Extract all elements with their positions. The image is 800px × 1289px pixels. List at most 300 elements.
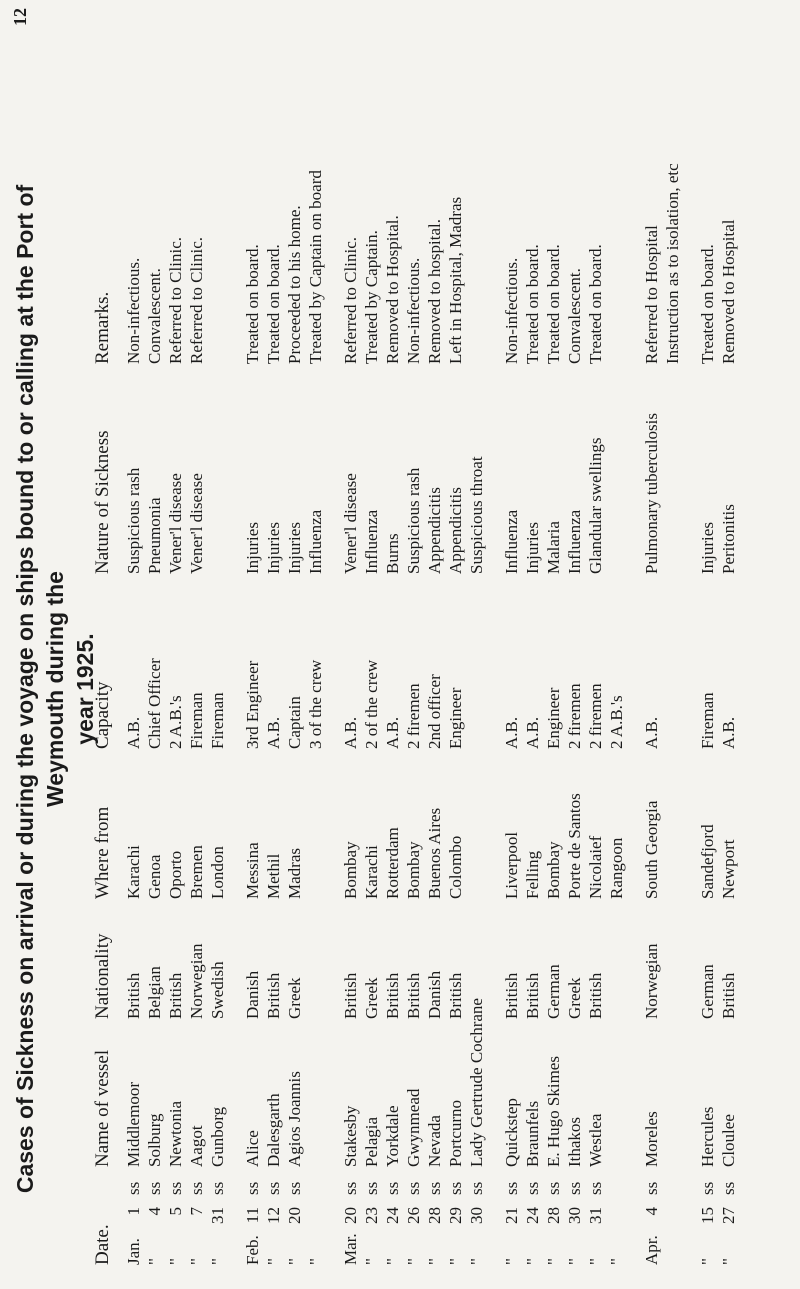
cell-date xyxy=(263,1199,284,1269)
cell-sickness: Appendicitis xyxy=(425,487,444,574)
cell-where-from xyxy=(305,753,326,903)
cell-vessel: Ithakos xyxy=(565,1116,584,1167)
cell-month: " xyxy=(285,1258,304,1265)
cell-where-from: Felling xyxy=(523,850,542,899)
cell-month: " xyxy=(404,1258,423,1265)
cell-remarks: Treated on board. xyxy=(264,244,283,364)
cell-vessel: Cloulee xyxy=(719,1114,738,1167)
cell-date xyxy=(466,1199,487,1269)
cell-vessel: Braunfels xyxy=(523,1100,542,1167)
cell-date xyxy=(564,1199,585,1269)
cell-remarks: Treated by Captain. xyxy=(362,230,381,364)
cell-month: " xyxy=(544,1258,563,1265)
cell-nationality: Belgian xyxy=(145,966,164,1019)
cell-date xyxy=(718,1199,739,1269)
cell-month: " xyxy=(446,1258,465,1265)
cell-sickness: Injuries xyxy=(285,522,304,574)
cell-ss: ss xyxy=(523,1181,542,1195)
table-row xyxy=(522,19,543,1269)
cell-day: 21 xyxy=(502,1207,521,1224)
cell-day: 7 xyxy=(187,1207,206,1216)
cell-remarks: Non-infectious. xyxy=(502,257,521,364)
cell-where-from: Bombay xyxy=(404,841,423,899)
cell-date xyxy=(522,1199,543,1269)
cell-capacity: A.B. xyxy=(719,716,738,749)
cell-sickness: Malaria xyxy=(544,521,563,574)
cell-vessel xyxy=(606,1023,627,1171)
cell-ss: ss xyxy=(383,1181,402,1195)
cell-where-from: London xyxy=(208,846,227,899)
cell-sickness: Burns xyxy=(383,533,402,574)
header-capacity: Capacity xyxy=(92,681,113,749)
table-row xyxy=(382,19,403,1269)
cell-day: 1 xyxy=(124,1207,143,1216)
cell-where-from: Rangoon xyxy=(607,837,626,899)
cell-month: " xyxy=(306,1258,325,1265)
cell-where-from: Oporto xyxy=(166,850,185,899)
cell-ss: ss xyxy=(362,1181,381,1195)
cell-capacity: Chief Officer xyxy=(145,658,164,749)
cell-ss: ss xyxy=(243,1181,262,1195)
cell-nationality: Norwegian xyxy=(642,943,661,1019)
cell-month: " xyxy=(166,1258,185,1265)
cell-sickness: Glandular swellings xyxy=(586,437,605,574)
cell-sickness: Peritonitis xyxy=(719,504,738,574)
cell-sickness: Influenza xyxy=(306,509,325,574)
cell-where-from: Genoa xyxy=(145,854,164,899)
cell-remarks: Referred to Hospital xyxy=(642,225,661,364)
cell-ss: ss xyxy=(544,1181,563,1195)
cell-date xyxy=(543,1199,564,1269)
cell-sickness: Suspicious rash xyxy=(404,467,423,574)
title-line-1: Cases of Sickness on arrival or during the voyage on ships bound to or calling at the Port of Weymouth during the xyxy=(12,184,68,1194)
cell-day: 5 xyxy=(166,1207,185,1216)
cell-day: 31 xyxy=(586,1207,605,1224)
cell-remarks: Treated on board. xyxy=(586,244,605,364)
spacer-cell xyxy=(487,19,501,1269)
cell-where-from: Bombay xyxy=(544,841,563,899)
cell-sickness: Vener'l disease xyxy=(166,473,185,574)
cell-remarks: Non-infectious. xyxy=(124,257,143,364)
spacer-cell xyxy=(627,19,641,1269)
cell-nationality: British xyxy=(124,972,143,1019)
cell-day: 26 xyxy=(404,1207,423,1224)
cell-ss: ss xyxy=(124,1181,143,1195)
cell-nationality: Greek xyxy=(285,977,304,1019)
cell-capacity xyxy=(662,578,683,753)
cell-date xyxy=(445,1199,466,1269)
cell-ss: ss xyxy=(586,1181,605,1195)
table-row xyxy=(543,19,564,1269)
table-row xyxy=(466,19,487,1269)
cell-vessel xyxy=(662,1023,683,1171)
cell-vessel xyxy=(305,1023,326,1171)
cell-vessel: Nevada xyxy=(425,1115,444,1167)
cell-date xyxy=(403,1199,424,1269)
cell-month: " xyxy=(607,1258,626,1265)
cell-date xyxy=(242,1199,263,1269)
cell-remarks xyxy=(606,19,627,368)
cell-capacity: Fireman xyxy=(698,692,717,749)
cell-where-from: Nicolaief xyxy=(586,835,605,899)
header-remarks: Remarks. xyxy=(92,291,113,364)
cell-day: 4 xyxy=(642,1207,661,1216)
cell-ss: ss xyxy=(341,1181,360,1195)
cell-date xyxy=(305,1199,326,1269)
cell-nationality: British xyxy=(383,972,402,1019)
cell-capacity: 2 firemen xyxy=(565,683,584,749)
cell-vessel: Solburg xyxy=(145,1113,164,1167)
cell-nationality: British xyxy=(264,972,283,1019)
table-row xyxy=(305,19,326,1269)
cell-sickness: Suspicious throat xyxy=(467,456,486,574)
cell-ss xyxy=(606,1171,627,1199)
cell-vessel: Aagot xyxy=(187,1125,206,1167)
cell-sickness: Injuries xyxy=(698,522,717,574)
cell-ss: ss xyxy=(467,1181,486,1195)
cell-date xyxy=(641,1199,662,1269)
header-sickness: Nature of Sickness xyxy=(92,430,113,574)
cell-where-from: Bremen xyxy=(187,845,206,899)
cell-capacity: Engineer xyxy=(446,687,465,749)
cell-vessel: Yorkdale xyxy=(383,1105,402,1167)
cell-date xyxy=(424,1199,445,1269)
cell-ss: ss xyxy=(166,1181,185,1195)
cell-remarks: Treated on board. xyxy=(523,244,542,364)
cell-where-from: Madras xyxy=(285,848,304,899)
cell-vessel: Dalesgarth xyxy=(264,1093,283,1167)
cell-nationality: Swedish xyxy=(208,961,227,1019)
cell-ss xyxy=(662,1171,683,1199)
cell-month: " xyxy=(187,1258,206,1265)
cell-vessel: Hercules xyxy=(698,1106,717,1167)
cell-nationality: British xyxy=(719,972,738,1019)
cell-date xyxy=(662,1199,683,1269)
cell-ss: ss xyxy=(264,1181,283,1195)
cell-capacity: A.B. xyxy=(523,716,542,749)
cell-where-from: Colombo xyxy=(446,835,465,899)
table-row xyxy=(144,19,165,1269)
cell-sickness: Suspicious rash xyxy=(124,467,143,574)
header-date: Date. xyxy=(92,1224,113,1265)
spacer-cell xyxy=(326,19,340,1269)
cell-ss: ss xyxy=(642,1181,661,1195)
cell-where-from: Liverpool xyxy=(502,831,521,899)
header-row xyxy=(86,19,123,1269)
cell-nationality: British xyxy=(446,972,465,1019)
group-spacer xyxy=(627,19,641,1269)
cell-sickness: Influenza xyxy=(362,509,381,574)
table-row xyxy=(207,19,228,1269)
spacer-cell xyxy=(683,19,697,1269)
cell-vessel: Stakesby xyxy=(341,1105,360,1167)
cell-where-from: Rotterdam xyxy=(383,827,402,899)
cell-date xyxy=(606,1199,627,1269)
cell-vessel: Lady Gertrude Cochrane xyxy=(467,998,486,1167)
cell-month: Apr. xyxy=(642,1235,661,1265)
cell-nationality: German xyxy=(698,964,717,1019)
cell-vessel: Pelagia xyxy=(362,1116,381,1167)
cell-ss: ss xyxy=(285,1181,304,1195)
cell-ss: ss xyxy=(719,1181,738,1195)
cell-ss: ss xyxy=(698,1181,717,1195)
cell-where-from: Methil xyxy=(264,853,283,899)
cell-where-from: South Georgia xyxy=(642,800,661,899)
cell-ss: ss xyxy=(208,1181,227,1195)
cell-month: " xyxy=(467,1258,486,1265)
cell-where-from: Sandefjord xyxy=(698,824,717,899)
cell-month: " xyxy=(698,1258,717,1265)
cell-nationality: Danish xyxy=(425,970,444,1019)
table-body xyxy=(123,19,739,1269)
cell-day: 20 xyxy=(285,1207,304,1224)
cell-month: " xyxy=(145,1258,164,1265)
cell-sickness: Pulmonary tuberculosis xyxy=(642,412,661,574)
table-row xyxy=(123,19,144,1269)
table-row xyxy=(585,19,606,1269)
cell-remarks: Referred to Clinic. xyxy=(187,237,206,364)
cell-where-from: Porte de Santos xyxy=(565,793,584,899)
cell-date xyxy=(186,1199,207,1269)
table-row xyxy=(403,19,424,1269)
cell-capacity: A.B. xyxy=(341,716,360,749)
cell-capacity: A.B. xyxy=(383,716,402,749)
cell-nationality: British xyxy=(341,972,360,1019)
cell-vessel: Portcurno xyxy=(446,1099,465,1167)
table-row xyxy=(697,19,718,1269)
cell-sickness xyxy=(207,368,228,578)
cell-sickness xyxy=(662,368,683,578)
cell-ss: ss xyxy=(502,1181,521,1195)
cell-vessel: E. Hugo Skimes xyxy=(544,1056,563,1167)
cell-capacity: 3 of the crew xyxy=(306,659,325,749)
cell-ss: ss xyxy=(145,1181,164,1195)
header-where-from: Where from xyxy=(92,806,113,899)
cell-date xyxy=(207,1199,228,1269)
cell-remarks xyxy=(207,19,228,368)
cell-month: " xyxy=(565,1258,584,1265)
cell-month: Mar. xyxy=(341,1233,360,1265)
title-line-2: year 1925. xyxy=(72,633,98,745)
cell-day: 28 xyxy=(425,1207,444,1224)
cell-vessel: Middlemoor xyxy=(124,1082,143,1167)
cell-nationality: British xyxy=(502,972,521,1019)
table-row xyxy=(242,19,263,1269)
cell-remarks: Treated on board. xyxy=(243,244,262,364)
table-row xyxy=(284,19,305,1269)
cell-capacity: 2 A.B.'s xyxy=(166,695,185,749)
cell-nationality xyxy=(606,903,627,1023)
cell-sickness: Vener'l disease xyxy=(341,473,360,574)
cell-capacity: A.B. xyxy=(124,716,143,749)
cell-nationality: Greek xyxy=(362,977,381,1019)
cell-date xyxy=(144,1199,165,1269)
cell-date xyxy=(361,1199,382,1269)
cell-capacity xyxy=(466,578,487,753)
cell-nationality: British xyxy=(404,972,423,1019)
table-row xyxy=(606,19,627,1269)
header-vessel: Name of vessel xyxy=(92,1049,113,1167)
cell-day: 24 xyxy=(383,1207,402,1224)
cell-date xyxy=(697,1199,718,1269)
cell-date xyxy=(284,1199,305,1269)
cell-capacity: 3rd Engineer xyxy=(243,660,262,749)
cell-capacity: Fireman xyxy=(187,692,206,749)
cell-capacity: A.B. xyxy=(642,716,661,749)
cell-where-from: Newport xyxy=(719,839,738,899)
cell-capacity: 2nd officer xyxy=(425,674,444,749)
cell-day: 30 xyxy=(467,1207,486,1224)
cell-date xyxy=(340,1199,361,1269)
spacer-cell xyxy=(228,19,242,1269)
cell-day: 11 xyxy=(243,1207,262,1224)
cell-day: 30 xyxy=(565,1207,584,1224)
cell-date xyxy=(501,1199,522,1269)
cell-remarks: Left in Hospital, Madras xyxy=(446,196,465,364)
cell-sickness: Appendicitis xyxy=(446,487,465,574)
cell-where-from: Karachi xyxy=(124,845,143,899)
cell-month: " xyxy=(264,1258,283,1265)
cell-ss: ss xyxy=(446,1181,465,1195)
cell-nationality xyxy=(662,903,683,1023)
cell-remarks: Removed to Hospital xyxy=(719,219,738,364)
cell-remarks: Removed to hospital. xyxy=(425,219,444,364)
header-nationality: Nationality xyxy=(92,933,113,1019)
cell-remarks: Referred to Clinic. xyxy=(166,237,185,364)
cell-month: " xyxy=(425,1258,444,1265)
header-ss xyxy=(86,1171,123,1199)
table-row xyxy=(501,19,522,1269)
cell-remarks: Removed to Hospital. xyxy=(383,215,402,364)
sickness-register-table xyxy=(86,19,739,1269)
table-row xyxy=(564,19,585,1269)
cell-capacity: Engineer xyxy=(544,687,563,749)
cell-day: 29 xyxy=(446,1207,465,1224)
cell-sickness: Injuries xyxy=(243,522,262,574)
cell-capacity: Fireman xyxy=(208,692,227,749)
cell-sickness: Injuries xyxy=(264,522,283,574)
cell-where-from: Buenos Aires xyxy=(425,807,444,899)
cell-nationality: British xyxy=(523,972,542,1019)
cell-where-from xyxy=(662,753,683,903)
cell-capacity: 2 firemen xyxy=(586,683,605,749)
group-spacer xyxy=(487,19,501,1269)
group-spacer xyxy=(326,19,340,1269)
table-row xyxy=(662,19,683,1269)
table-row xyxy=(361,19,382,1269)
cell-capacity: 2 firemen xyxy=(404,683,423,749)
cell-where-from: Messina xyxy=(243,842,262,899)
cell-month: " xyxy=(383,1258,402,1265)
cell-vessel: Westlea xyxy=(586,1113,605,1167)
cell-sickness: Pneumonia xyxy=(145,497,164,574)
cell-remarks: Treated on board. xyxy=(698,244,717,364)
cell-remarks: Referred to Clinic. xyxy=(341,237,360,364)
cell-vessel: Moreles xyxy=(642,1111,661,1167)
cell-sickness xyxy=(606,368,627,578)
cell-remarks: Treated by Captain on board xyxy=(306,170,325,364)
cell-month: Jan. xyxy=(124,1238,143,1265)
table-row xyxy=(445,19,466,1269)
table-row xyxy=(641,19,662,1269)
cell-vessel: Gwynmead xyxy=(404,1088,423,1167)
cell-capacity: A.B. xyxy=(264,716,283,749)
cell-ss: ss xyxy=(425,1181,444,1195)
cell-date xyxy=(585,1199,606,1269)
cell-sickness: Influenza xyxy=(565,509,584,574)
cell-where-from: Bombay xyxy=(341,841,360,899)
cell-vessel: Alice xyxy=(243,1130,262,1167)
cell-capacity: Captain xyxy=(285,696,304,749)
page-number: 12 xyxy=(10,8,30,26)
cell-month: " xyxy=(719,1258,738,1265)
cell-day: 15 xyxy=(698,1207,717,1224)
cell-day: 27 xyxy=(719,1207,738,1224)
cell-capacity: 2 A.B.'s xyxy=(607,695,626,749)
cell-nationality: British xyxy=(586,972,605,1019)
cell-capacity: A.B. xyxy=(502,716,521,749)
cell-nationality: German xyxy=(544,964,563,1019)
table-row xyxy=(165,19,186,1269)
cell-nationality: Norwegian xyxy=(187,943,206,1019)
cell-day: 24 xyxy=(523,1207,542,1224)
cell-ss: ss xyxy=(187,1181,206,1195)
cell-vessel: Quickstep xyxy=(502,1098,521,1167)
cell-where-from: Karachi xyxy=(362,845,381,899)
cell-nationality xyxy=(305,903,326,1023)
cell-month: " xyxy=(523,1258,542,1265)
cell-nationality: British xyxy=(166,972,185,1019)
cell-vessel: Gunborg xyxy=(208,1106,227,1167)
cell-nationality: Greek xyxy=(565,977,584,1019)
table-row xyxy=(186,19,207,1269)
cell-ss xyxy=(305,1171,326,1199)
cell-remarks: Instruction as to isolation, etc xyxy=(663,163,682,364)
cell-month: " xyxy=(502,1258,521,1265)
cell-month: " xyxy=(362,1258,381,1265)
cell-remarks: Proceeded to his home. xyxy=(285,205,304,364)
cell-month: Feb. xyxy=(243,1235,262,1265)
cell-date xyxy=(123,1199,144,1269)
cell-sickness: Injuries xyxy=(523,522,542,574)
cell-day: 23 xyxy=(362,1207,381,1224)
cell-where-from xyxy=(466,753,487,903)
cell-day: 20 xyxy=(341,1207,360,1224)
table-row xyxy=(424,19,445,1269)
cell-day: 12 xyxy=(264,1207,283,1224)
cell-month: " xyxy=(586,1258,605,1265)
group-spacer xyxy=(683,19,697,1269)
table-row xyxy=(263,19,284,1269)
table-row xyxy=(340,19,361,1269)
cell-remarks xyxy=(466,19,487,368)
cell-sickness: Influenza xyxy=(502,509,521,574)
cell-day: 28 xyxy=(544,1207,563,1224)
cell-day: 4 xyxy=(145,1207,164,1216)
cell-nationality: Danish xyxy=(243,970,262,1019)
group-spacer xyxy=(228,19,242,1269)
cell-remarks: Treated on board. xyxy=(544,244,563,364)
cell-remarks: Convalescent. xyxy=(565,268,584,364)
cell-ss: ss xyxy=(404,1181,423,1195)
cell-capacity: 2 of the crew xyxy=(362,659,381,749)
cell-day: 31 xyxy=(208,1207,227,1224)
cell-vessel: Newtonia xyxy=(166,1100,185,1167)
cell-remarks: Non-infectious. xyxy=(404,257,423,364)
cell-date xyxy=(382,1199,403,1269)
cell-date xyxy=(165,1199,186,1269)
cell-ss: ss xyxy=(565,1181,584,1195)
